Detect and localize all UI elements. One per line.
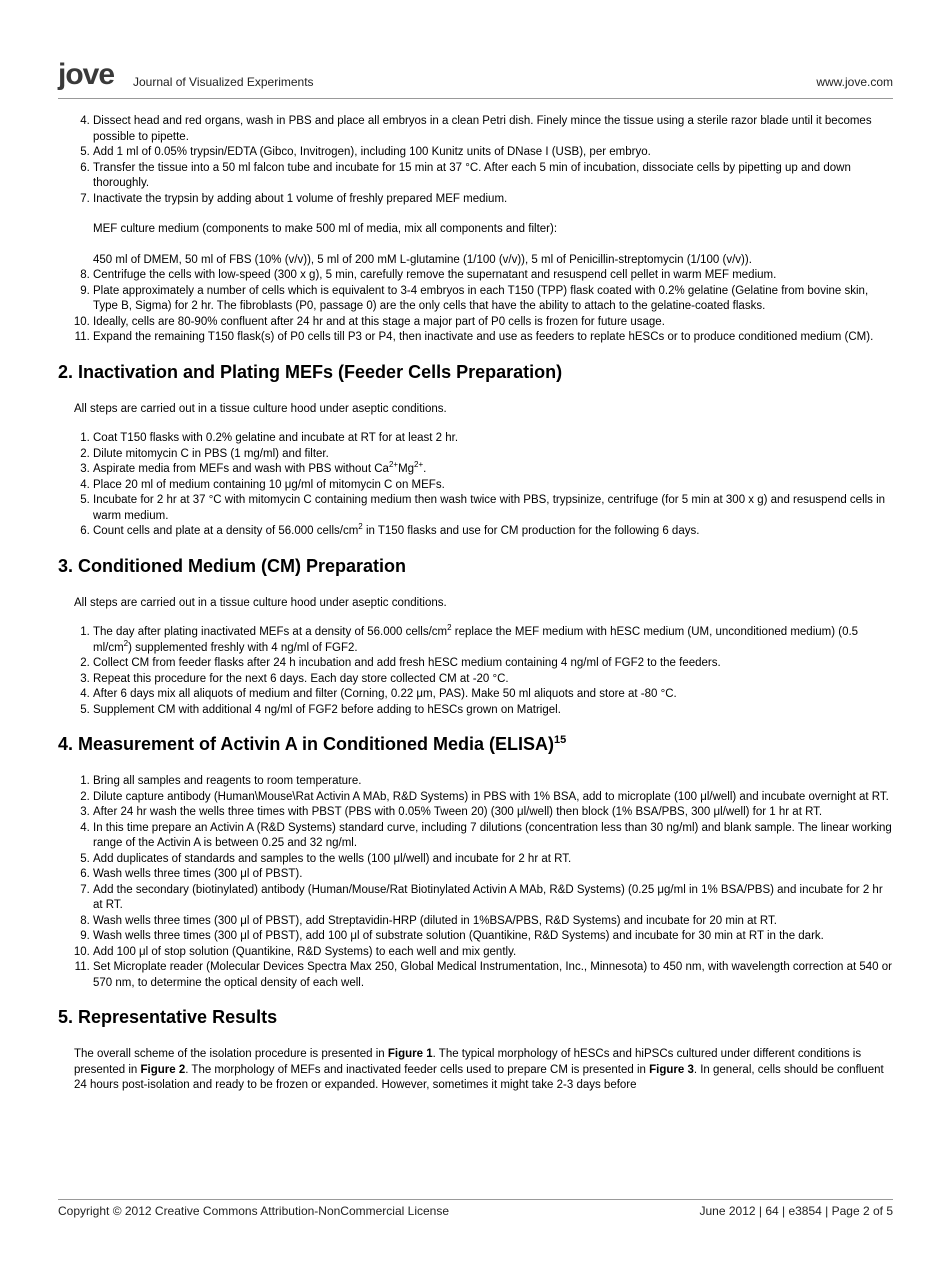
list-item: 6. Count cells and plate at a density of 56.000 cells/$cm^2$ in T150 flasks and use for CM production for the following 6 days. <box>93 524 893 540</box>
list-item: 2. Dilute capture antibody (Human\Mouse\Rat Activin A MAb, R&D Systems) in PBS with 1% BSA, add to microplate (100 μl/well) and incubate overnight at RT. <box>93 790 893 806</box>
list-item: 3. Aspirate media from MEFs and wash with PBS without $Ca^{2+}Mg^{2+}$. <box>93 462 893 478</box>
results-paragraph: The overall scheme of the isolation procedure is presented in Figure 1. The typical morphology of hESCs and hiPSCs cultured under different conditions is presented in Figure 2. The morphology of MEFs and inactivated feeder cells used to prepare CM is presented in Figure 3. In general, cells should be confluent 24 hours post-isolation and ready to be frozen or expanded. However, sometimes it might take 2-3 days before <box>74 1048 884 1091</box>
section4-heading: 4. Measurement of Activin A in Conditioned Media (ELISA)$^{15}$ <box>58 734 567 754</box>
section3-intro: All steps are carried out in a tissue culture hood under aseptic conditions. <box>74 596 447 609</box>
list-item: 4. Place 20 ml of medium containing 10 μg/ml of mitomycin C on MEFs. <box>93 478 893 494</box>
copyright-text: Copyright © 2012 Creative Commons Attribution-NonCommercial License <box>58 1204 450 1218</box>
list-item: 6. Transfer the tissue into a 50 ml falcon tube and incubate for 15 min at 37 °C. After each 5 min of incubation, dissociate cells by pipetting up and down thoroughly. <box>93 161 893 192</box>
list-item: 6. Wash wells three times (300 μl of PBST). <box>93 867 893 883</box>
list-item: 5. Supplement CM with additional 4 ng/ml of FGF2 before adding to hESCs grown on Matrigel. <box>93 703 893 719</box>
list-item: 10. Ideally, cells are 80-90% confluent after 24 hr and at this stage a major part of P0 cells is frozen for future usage. <box>93 315 893 331</box>
list-item: 1. Coat T150 flasks with 0.2% gelatine and incubate at RT for at least 2 hr. <box>93 431 893 447</box>
list-item: 10. Add 100 μl of stop solution (Quantikine, R&D Systems) to each well and mix gently. <box>93 945 893 961</box>
figure1-ref[interactable]: Figure 1 <box>387 1048 433 1060</box>
list-item: 9. Plate approximately a number of cells which is equivalent to 3-4 embryos in each T150 (TPP) flask coated with 0.2% gelatine (Gelatine from bovine skin, Type B, Sigma) for 2 hr. The fibroblasts (P0, passage 0) are the only cells that have the ability to attach to the gelatine-coated flasks. <box>93 284 893 315</box>
document-body <box>58 114 893 1094</box>
figure3-ref[interactable]: Figure 3 <box>649 1063 694 1076</box>
mef-medium-recipe: 450 ml of DMEM, 50 ml of FBS (10% (v/v)), 5 ml of 200 mM L-glutamine (1/100 (v/v)), 5 ml of Penicillin-streptomycin (1/100 (v/v)). <box>93 253 752 266</box>
list-item: 5. Add duplicates of standards and samples to the wells (100 μl/well) and incubate for 2 hr at RT. <box>93 852 893 868</box>
section1-list-continued <box>58 268 893 346</box>
figure2-ref[interactable]: Figure 2 <box>140 1063 186 1076</box>
jove-logo: jove <box>58 58 115 91</box>
section2-intro: All steps are carried out in a tissue culture hood under aseptic conditions. <box>74 402 447 415</box>
list-item: 11. Expand the remaining T150 flask(s) of P0 cells till P3 or P4, then inactivate and use as feeders to replate hESCs or to produce conditioned medium (CM). <box>93 330 893 346</box>
list-item: 4. In this time prepare an Activin A (R&D Systems) standard curve, including 7 dilutions (concentration less than 30 ng/ml) and blank sample. The linear working range of the Activin A is between 0.25 and 32 ng/ml. <box>93 821 893 852</box>
page-info: June 2012 | 64 | e3854 | Page 2 of 5 <box>699 1204 893 1218</box>
section3-list <box>58 625 893 718</box>
list-item: 11. Set Microplate reader (Molecular Devices Spectra Max 250, Global Medical Instrumentation, Inc., Minnesota) to 450 nm, with wavelength correction at 540 or 570 nm, to determine the optical density of each well. <box>93 960 893 991</box>
list-item: 4. Dissect head and red organs, wash in PBS and place all embryos in a clean Petri dish. Finely mince the tissue using a sterile razor blade until it becomes possible to pipette. <box>93 114 893 145</box>
list-item: 1. The day after plating inactivated MEFs at a density of 56.000 cells/$cm^2$ replace the MEF medium with hESC medium (UM, unconditioned medium) (0.5 $ml/cm^2$) supplemented freshly with 4 ng/ml of FGF2. <box>93 625 893 656</box>
list-item: 5. Incubate for 2 hr at 37 °C with mitomycin C containing medium then wash twice with PBS, trypsinize, centrifuge (for 5 min at 300 x g) and resuspend cells in warm medium. <box>93 493 893 524</box>
website-link[interactable]: www.jove.com <box>816 75 893 89</box>
list-item: 2. Dilute mitomycin C in PBS (1 mg/ml) and filter. <box>93 447 893 463</box>
list-item: 2. Collect CM from feeder flasks after 24 h incubation and add fresh hESC medium containing 4 ng/ml of FGF2 to the feeders. <box>93 656 893 672</box>
section1-list <box>58 114 893 268</box>
list-item: 4. After 6 days mix all aliquots of medium and filter (Corning, 0.22 μm, PAS). Make 50 ml aliquots and store at -80 °C. <box>93 687 893 703</box>
list-item: 8. Wash wells three times (300 μl of PBST), add Streptavidin-HRP (diluted in 1%BSA/PBS, R&D Systems) and incubate for 20 min at RT. <box>93 914 893 930</box>
list-item: 7. Add the secondary (biotinylated) antibody (Human/Mouse/Rat Biotinylated Activin A MAb, R&D Systems) (0.25 μg/ml in 1% BSA/PBS) and incubate for 2 hr at RT. <box>93 883 893 914</box>
journal-name: Journal of Visualized Experiments <box>133 75 314 89</box>
list-item: 5. Add 1 ml of 0.05% trypsin/EDTA (Gibco, Invitrogen), including 100 Kunitz units of DNase I (USB), per embryo. <box>93 145 893 161</box>
section4-list <box>58 774 893 991</box>
section3-heading: 3. Conditioned Medium (CM) Preparation <box>58 555 407 576</box>
list-item: 8. Centrifuge the cells with low-speed (300 x g), 5 min, carefully remove the supernatant and resuspend cell pellet in warm MEF medium. <box>93 268 893 284</box>
page-header <box>58 58 893 99</box>
list-item: 9. Wash wells three times (300 μl of PBST), add 100 μl of substrate solution (Quantikine, R&D Systems) and incubate for 30 min at RT in the dark. <box>93 929 893 945</box>
section2-heading: 2. Inactivation and Plating MEFs (Feeder Cells Preparation) <box>58 361 563 382</box>
section2-list <box>58 431 893 540</box>
list-item: 3. After 24 hr wash the wells three times with PBST (PBS with 0.05% Tween 20) (300 μl/well) then block (1% BSA/PBS, 300 μl/well) for 1 hr at RT. <box>93 805 893 821</box>
list-item: 3. Repeat this procedure for the next 6 days. Each day store collected CM at -20 °C. <box>93 672 893 688</box>
list-item: 1. Bring all samples and reagents to room temperature. <box>93 774 893 790</box>
page-footer <box>58 1199 893 1218</box>
list-item: 7. Inactivate the trypsin by adding about 1 volume of freshly prepared MEF medium. MEF culture medium (components to make 500 ml of media, mix all components and filter): 450 ml of DMEM, 50 ml of FBS (10% (v/v)), 5 ml of 200 mM L-glutamine (1/100 (v/v)), 5 ml of Penicillin-streptomycin (1/100 (v/v)). <box>93 192 893 269</box>
section5-heading: 5. Representative Results <box>58 1007 278 1027</box>
mef-medium-label: MEF culture medium (components to make 500 ml of media, mix all components and filter): <box>93 223 558 235</box>
